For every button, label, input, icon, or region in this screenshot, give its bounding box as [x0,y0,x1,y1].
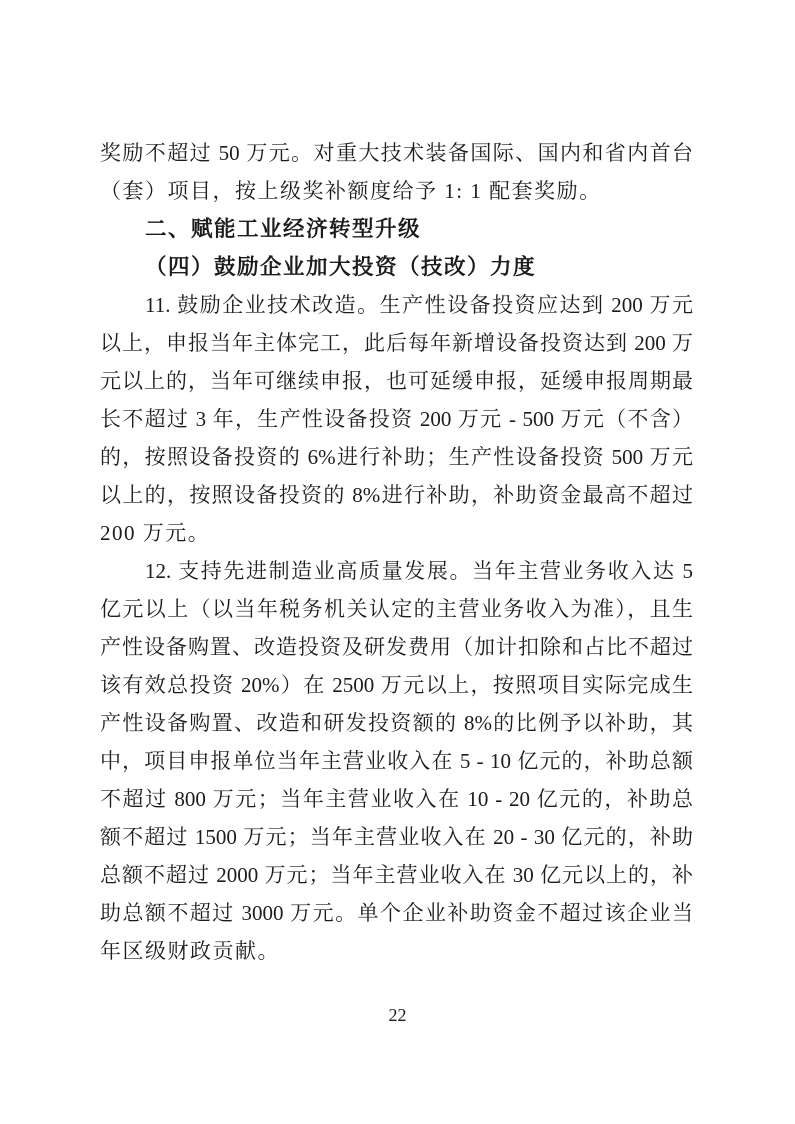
document-content [100,134,693,970]
paragraph-line: 的，按照设备投资的 6%进行补助；生产性设备投资 500 万元 [100,445,693,469]
paragraph-line: 总额不超过 2000 万元；当年主营业收入在 30 亿元以上的，补 [100,863,693,887]
paragraph-line: 额不超过 1500 万元；当年主营业收入在 20 - 30 亿元的，补助 [100,825,693,849]
paragraph-line: 长不超过 3 年，生产性设备投资 200 万元 - 500 万元（不含） [100,407,693,431]
subsection-heading: （四）鼓励企业加大投资（技改）力度 [145,255,537,279]
paragraph-start-line: 11. 鼓励企业技术改造。生产性设备投资应达到 200 万元 [145,293,693,317]
paragraph-line: 年区级财政贡献。 [100,939,280,963]
paragraph-line: 亿元以上（以当年税务机关认定的主营业务收入为准），且生 [100,597,693,621]
paragraph-line: （套）项目，按上级奖补额度给予 1: 1 配套奖励。 [100,179,602,203]
paragraph-start-line: 12. 支持先进制造业高质量发展。当年主营业务收入达 5 [145,559,693,583]
paragraph-line: 该有效总投资 20%）在 2500 万元以上，按照项目实际完成生 [100,673,693,697]
paragraph-line: 产性设备购置、改造投资及研发费用（加计扣除和占比不超过 [100,635,693,659]
paragraph-line: 200 万元。 [100,521,211,545]
paragraph-line: 产性设备购置、改造和研发投资额的 8%的比例予以补助，其 [100,711,693,735]
paragraph-line: 以上的，按照设备投资的 8%进行补助，补助资金最高不超过 [100,483,693,507]
page-number: 22 [388,1005,407,1025]
paragraph-line: 不超过 800 万元；当年主营业收入在 10 - 20 亿元的，补助总 [100,787,693,811]
paragraph-line: 奖励不超过 50 万元。对重大技术装备国际、国内和省内首台 [100,141,693,165]
section-heading: 二、赋能工业经济转型升级 [145,217,422,241]
paragraph-line: 助总额不超过 3000 万元。单个企业补助资金不超过该企业当 [100,901,693,925]
paragraph-line: 以上，申报当年主体完工，此后每年新增设备投资达到 200 万 [100,331,693,355]
paragraph-line: 中，项目申报单位当年主营业收入在 5 - 10 亿元的，补助总额 [100,749,693,773]
paragraph-line: 元以上的，当年可继续申报，也可延缓申报，延缓申报周期最 [100,369,693,393]
